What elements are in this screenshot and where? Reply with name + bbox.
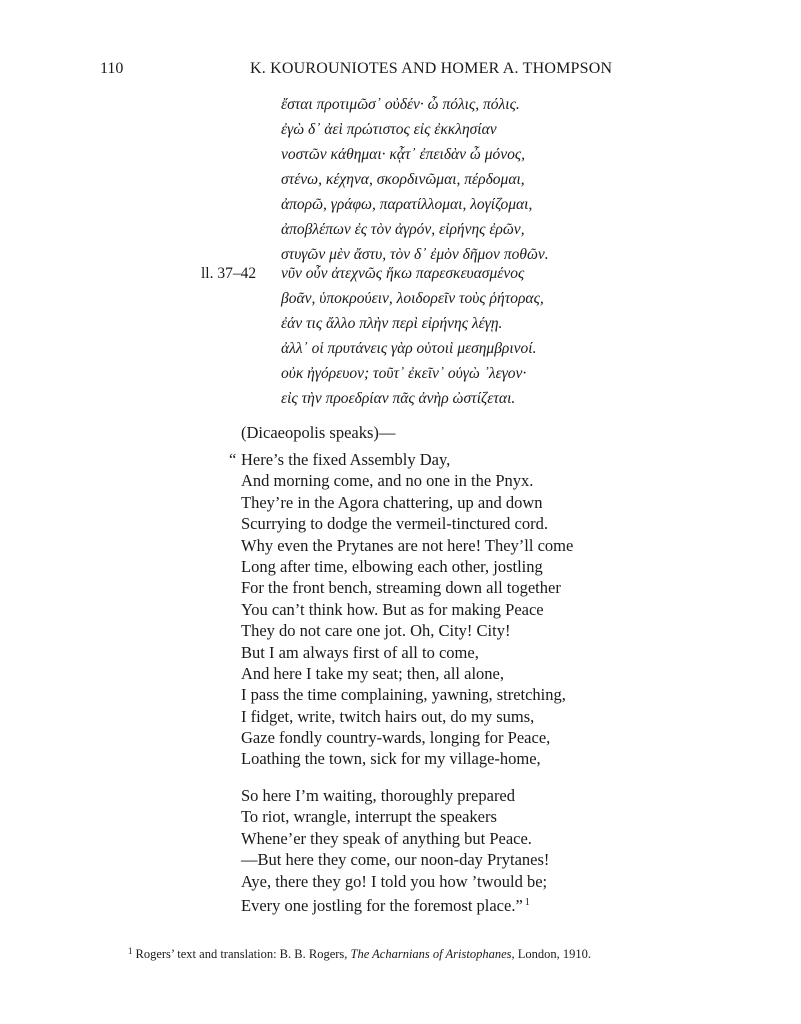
page-number: 110 [100,60,124,77]
greek-line: ἔσται προτιμῶσ᾽ οὐδέν· ὦ πόλις, πόλις. [281,96,520,113]
verse-line: Why even the Prytanes are not here! They’ll come [241,535,574,555]
verse-line: And morning come, and no one in the Pnyx. [241,471,534,491]
footnote-text-end: , London, 1910. [511,947,592,961]
verse-line: To riot, wrangle, interrupt the speakers [241,807,497,827]
verse-line: I pass the time complaining, yawning, stretching, [241,685,566,705]
verse-line [241,892,549,913]
translation-stanza-1 [229,449,574,770]
footnote-marker: 1 [128,946,133,956]
verse-line: Scurrying to dodge the vermeil-tinctured cord. [241,514,548,534]
verse-line: Whene’er they speak of anything but Peace. [241,828,532,848]
greek-line: βοᾶν, ὑποκρούειν, λοιδορεῖν τοὺς ῥήτορας, [281,290,544,307]
verse-line: But I am always first of all to come, [241,642,479,662]
verse-line: They do not care one jot. Oh, City! City! [241,621,511,641]
verse-line: For the front bench, streaming down all together [241,578,561,598]
verse-line: —But here they come, our noon-day Prytanes! [241,850,550,870]
greek-passage-2 [281,261,544,411]
greek-line: νοστῶν κάθημαι· κᾆτ᾽ ἐπειδὰν ὦ μόνος, [281,146,526,163]
greek-line: οὐκ ἠγόρευον; τοῦτ᾽ ἐκεῖν᾽ οὑγὼ ᾽λεγον· [281,365,527,382]
greek-line: ἀπορῶ, γράφω, παρατίλλομαι, λογίζομαι, [281,196,533,213]
greek-line: ἐγὼ δ᾽ ἀεὶ πρώτιστος εἰς ἐκκλησίαν [281,121,497,138]
verse-line-text: Here’s the fixed Assembly Day, [241,450,451,469]
greek-line: στένω, κέχηνα, σκορδινῶμαι, πέρδομαι, [281,171,525,188]
greek-line: ἀλλ᾽ οἱ πρυτάνεις γὰρ οὑτοιὶ μεσημβρινοί. [281,340,537,357]
greek-line: νῦν οὖν ἀτεχνῶς ἥκω παρεσκευασμένος [281,265,525,282]
footnote-reference: 1 [524,896,530,908]
verse-line: And here I take my seat; then, all alone, [241,663,504,683]
speaker-attribution: (Dicaeopolis speaks)— [241,423,396,442]
verse-line [229,449,573,470]
translation-stanza-2 [241,785,549,913]
verse-line: You can’t think how. But as for making Peace [241,599,544,619]
greek-line: ἐάν τις ἄλλο πλὴν περὶ εἰρήνης λέγῃ. [281,315,503,332]
footnote-book-title: The Acharnians of Aristophanes [350,947,512,961]
verse-line: Aye, there they go! I told you how ’twould be; [241,871,548,891]
greek-line: ἀποβλέπων ἐς τὸν ἀγρόν, εἰρήνης ἐρῶν, [281,221,525,238]
verse-line-text: Every one jostling for the foremost place.” [241,895,523,915]
verse-line: Gaze fondly country-wards, longing for Peace, [241,728,551,748]
footnote-text: Rogers’ text and translation: B. B. Rogers, [135,947,348,961]
greek-line: στυγῶν μὲν ἄστυ, τὸν δ᾽ ἐμὸν δῆμον ποθῶν. [281,246,549,263]
verse-line: Long after time, elbowing each other, jostling [241,556,543,576]
verse-line: They’re in the Agora chattering, up and down [241,492,543,512]
greek-passage-1 [281,92,549,267]
verse-line: So here I’m waiting, thoroughly prepared [241,786,516,805]
running-head: K. KOUROUNIOTES AND HOMER A. THOMPSON [250,60,613,77]
verse-line: I fidget, write, twitch hairs out, do my sums, [241,706,535,726]
footnote [128,946,591,962]
open-quote: “ [229,450,237,469]
greek-line: εἰς τὴν προεδρίαν πᾶς ἀνὴρ ὠστίζεται. [281,390,516,407]
line-reference-label: ll. 37–42 [201,265,257,282]
verse-line: Loathing the town, sick for my village-home, [241,749,541,769]
